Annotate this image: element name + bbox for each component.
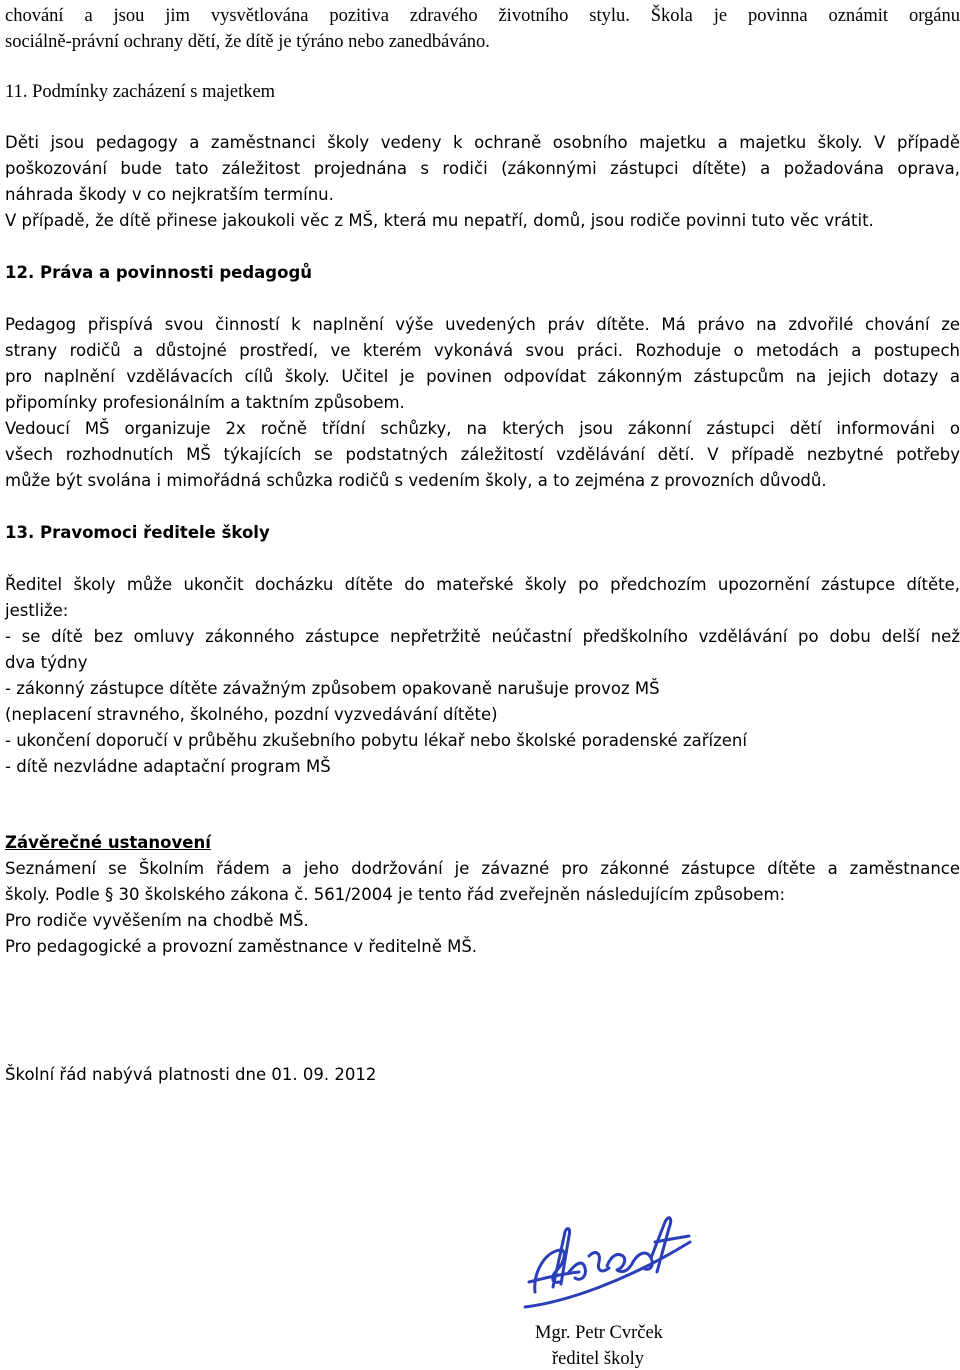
list-item: - zákonný zástupce dítěte závažným způsobem opakovaně narušuje provoz MŠ <box>5 679 660 698</box>
paragraph-line: všech rozhodnutích MŠ týkajících se podstatných záležitostí vzdělávání dětí. V případě nezbytné potřeby <box>5 445 960 464</box>
section-heading: Závěrečné ustanovení <box>5 833 211 852</box>
list-item-continuation: dva týdny <box>5 653 88 672</box>
paragraph-line: jestliže: <box>5 601 69 620</box>
paragraph-line: připomínky profesionálním a taktním způsobem. <box>5 393 405 412</box>
paragraph-line: Pedagog přispívá svou činností k naplnění výše uvedených práv dítěte. Má právo na zdvořilé chování ze <box>5 315 960 334</box>
paragraph-line: Pro rodiče vyvěšením na chodbě MŠ. <box>5 911 309 930</box>
validity-statement: Školní řád nabývá platnosti dne 01. 09. 2012 <box>5 1065 377 1084</box>
paragraph-line: Pro pedagogické a provozní zaměstnance v ředitelně MŠ. <box>5 937 478 956</box>
section-heading: 12. Práva a povinnosti pedagogů <box>5 263 312 282</box>
paragraph-line: může být svolána i mimořádná schůzka rodičů s vedením školy, a to zejména z provozních důvodů. <box>5 471 827 490</box>
paragraph-line: pro naplnění vzdělávacích cílů školy. Učitel je povinen odpovídat zákonným zástupcům na jejich dotazy a <box>5 367 960 386</box>
list-item: - se dítě bez omluvy zákonného zástupce nepřetržitě neúčastní předškolního vzdělávání po dobu delší než <box>5 627 960 646</box>
list-item: - ukončení doporučí v průběhu zkušebního pobytu lékař nebo školské poradenské zařízení <box>5 731 747 750</box>
paragraph-line: chování a jsou jim vysvětlována pozitiva zdravého životního stylu. Škola je povinna oznámit orgánu <box>5 6 960 26</box>
paragraph-line: náhrada škody v co nejkratším termínu. <box>5 185 334 204</box>
section-heading: 11. Podmínky zacházení s majetkem <box>5 82 276 102</box>
paragraph-line: Seznámení se Školním řádem a jeho dodržování je závazné pro zákonné zástupce dítěte a zaměstnance <box>5 859 960 878</box>
paragraph-line: sociálně-právní ochrany dětí, že dítě je týráno nebo zanedbáváno. <box>5 32 490 52</box>
paragraph-line: Vedoucí MŠ organizuje 2x ročně třídní schůzky, na kterých jsou zákonní zástupci dětí informováni o <box>5 419 960 438</box>
signatory-name: Mgr. Petr Cvrček <box>535 1323 663 1343</box>
handwritten-signature <box>505 1212 705 1322</box>
paragraph-line: školy. Podle § 30 školského zákona č. 561/2004 je tento řád zveřejněn následujícím způsobem: <box>5 885 786 904</box>
paragraph-line: Ředitel školy může ukončit docházku dítěte do mateřské školy po předchozím upozornění zástupce dítěte, <box>5 575 960 594</box>
paragraph-line: Děti jsou pedagogy a zaměstnanci školy vedeny k ochraně osobního majetku a majetku školy. V případě <box>5 133 960 152</box>
paragraph-line: strany rodičů a důstojné prostředí, ve kterém vykonává svou práci. Rozhoduje o metodách a postupech <box>5 341 960 360</box>
section-heading: 13. Pravomoci ředitele školy <box>5 523 270 542</box>
signatory-title: ředitel školy <box>552 1349 644 1369</box>
list-item-continuation: (neplacení stravného, školného, pozdní vyzvedávání dítěte) <box>5 705 498 724</box>
list-item: - dítě nezvládne adaptační program MŠ <box>5 757 331 776</box>
paragraph-line: poškozování bude tato záležitost projednána s rodiči (zákonnými zástupci dítěte) a požadována oprava, <box>5 159 960 178</box>
paragraph-line: V případě, že dítě přinese jakoukoli věc z MŠ, která mu nepatří, domů, jsou rodiče povinni tuto věc vrátit. <box>5 211 874 230</box>
